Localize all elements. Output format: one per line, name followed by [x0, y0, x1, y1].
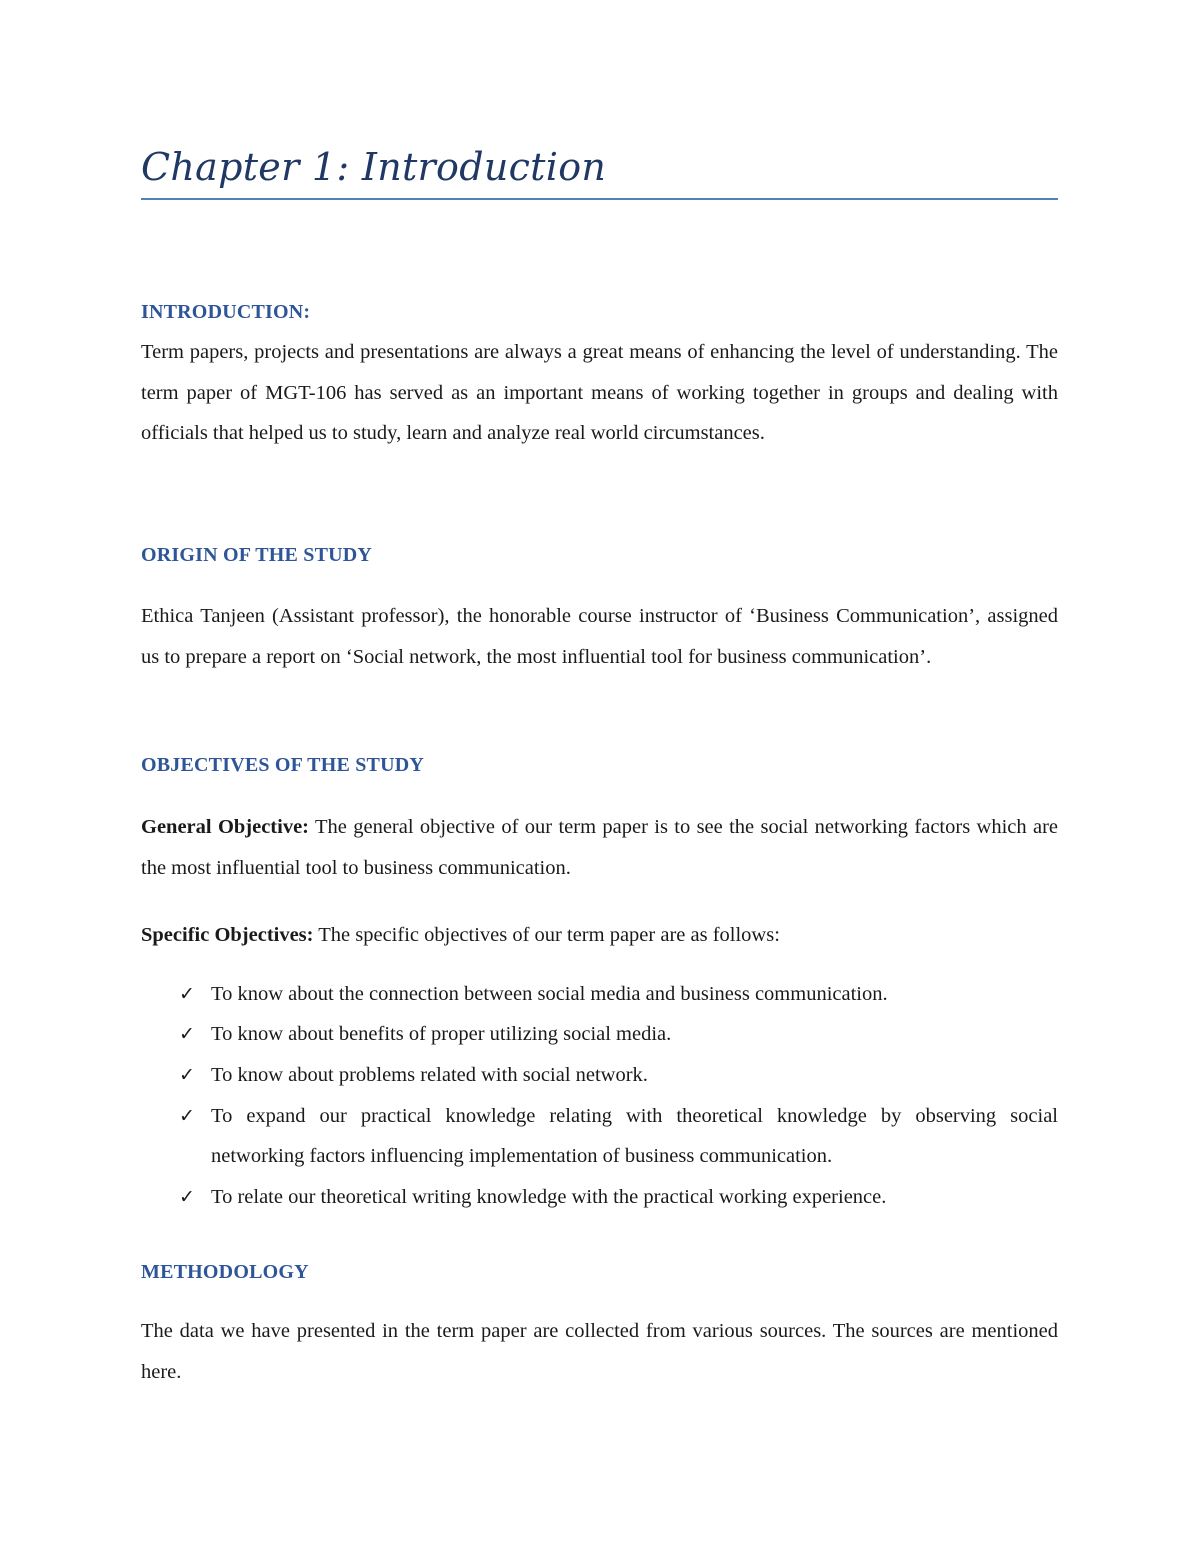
list-item: [141, 1055, 1058, 1096]
list-item-text: To know about problems related with social network.: [211, 1063, 648, 1086]
specific-objectives-text: The specific objectives of our term paper are as follows:: [313, 924, 780, 947]
section-heading: OBJECTIVES OF THE STUDY: [141, 754, 425, 776]
section-objectives: [141, 750, 1058, 1217]
check-icon: ✓: [179, 1023, 195, 1046]
chapter-title: Chapter 1: Introduction: [141, 145, 607, 189]
check-icon: ✓: [179, 1104, 195, 1127]
section-heading: INTRODUCTION:: [141, 301, 311, 323]
list-item-text: To know about benefits of proper utilizing social media.: [211, 1023, 672, 1046]
section-introduction: [141, 297, 1058, 454]
section-origin: [141, 540, 1058, 677]
list-item-text: To know about the connection between social media and business communication.: [211, 982, 888, 1005]
list-item-text: To expand our practical knowledge relating with theoretical knowledge by observing social networking factors influencing implementation of business communication.: [211, 1104, 1058, 1168]
specific-objectives: [141, 915, 1058, 956]
list-item: [141, 974, 1058, 1015]
section-body: Term papers, projects and presentations are always a great means of enhancing the level of understanding. The term paper of MGT-106 has served as an important means of working together in groups and dealing with officials that helped us to study, learn and analyze real world circumstances.: [141, 341, 1058, 445]
general-objective-text: The general objective of our term paper is to see the social networking factors which are the most influential tool to business communication.: [141, 816, 1058, 879]
section-body: Ethica Tanjeen (Assistant professor), the honorable course instructor of ‘Business Communication’, assigned us to prepare a report on ‘Social network, the most influential tool for business communication’.: [141, 605, 1058, 668]
list-item-text: To relate our theoretical writing knowledge with the practical working experience.: [211, 1185, 887, 1208]
section-body: The data we have presented in the term paper are collected from various sources. The sources are mentioned here.: [141, 1320, 1058, 1383]
list-item: [141, 1096, 1058, 1177]
section-heading: METHODOLOGY: [141, 1261, 309, 1283]
section-heading: ORIGIN OF THE STUDY: [141, 544, 373, 566]
check-icon: ✓: [179, 1185, 195, 1208]
general-objective: [141, 807, 1058, 888]
specific-objectives-label: Specific Objectives:: [141, 924, 314, 947]
list-item: [141, 1177, 1058, 1218]
general-objective-label: General Objective:: [141, 816, 310, 838]
check-icon: ✓: [179, 1063, 195, 1086]
check-icon: ✓: [179, 982, 195, 1005]
section-methodology: [141, 1257, 1058, 1392]
title-divider: [141, 198, 1058, 200]
list-item: [141, 1014, 1058, 1055]
objectives-list: [141, 974, 1058, 1218]
